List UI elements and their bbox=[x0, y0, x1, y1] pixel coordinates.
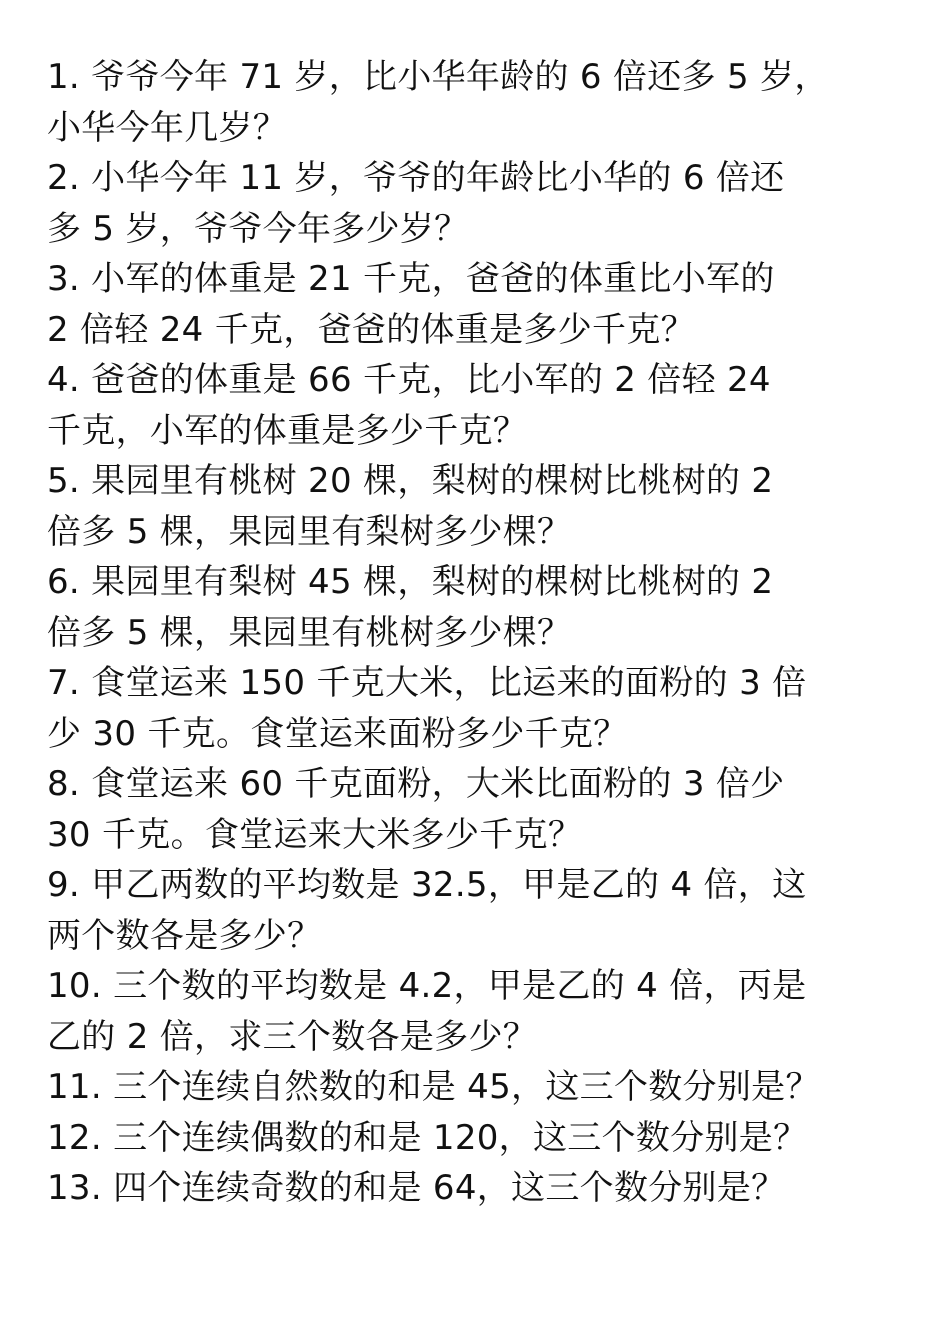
problem-3-line-1: 3. 小军的体重是 21 千克，爸爸的体重比小军的 bbox=[47, 259, 775, 299]
problem-5-line-1: 5. 果园里有桃树 20 棵，梨树的棵树比桃树的 2 bbox=[47, 461, 774, 501]
problem-5-line-2: 倍多 5 棵，果园里有梨树多少棵？ bbox=[47, 511, 572, 552]
problem-2-line-2: 多 5 岁，爷爷今年多少岁？ bbox=[47, 208, 469, 249]
problem-6-line-2: 倍多 5 棵，果园里有桃树多少棵？ bbox=[47, 612, 572, 653]
problem-12-line-1: 12. 三个连续偶数的和是 120，这三个数分别是？ bbox=[47, 1117, 808, 1158]
problem-13-line-1: 13. 四个连续奇数的和是 64，这三个数分别是？ bbox=[47, 1168, 786, 1208]
problem-4-line-1: 4. 爸爸的体重是 66 千克，比小军的 2 倍轻 24 bbox=[47, 360, 771, 400]
problem-9-line-2: 两个数各是多少？ bbox=[47, 915, 322, 956]
problem-11-line-1: 11. 三个连续自然数的和是 45，这三个数分别是？ bbox=[47, 1067, 820, 1107]
problem-1-line-2: 小华今年几岁？ bbox=[47, 107, 288, 148]
problem-9-line-1: 9. 甲乙两数的平均数是 32.5，甲是乙的 4 倍，这 bbox=[47, 865, 807, 905]
problem-10-line-1: 10. 三个数的平均数是 4.2，甲是乙的 4 倍，丙是 bbox=[47, 966, 807, 1006]
problem-8-line-2: 30 千克。食堂运来大米多少千克？ bbox=[47, 814, 583, 855]
problem-6-line-1: 6. 果园里有梨树 45 棵，梨树的棵树比桃树的 2 bbox=[47, 562, 774, 602]
problem-2-line-1: 2. 小华今年 11 岁，爷爷的年龄比小华的 6 倍还 bbox=[47, 158, 785, 198]
problem-7-line-2: 少 30 千克。食堂运来面粉多少千克？ bbox=[47, 713, 628, 754]
problem-3-line-2: 2 倍轻 24 千克，爸爸的体重是多少千克？ bbox=[47, 309, 695, 350]
problem-1-line-1: 1. 爷爷今年 71 岁，比小华年龄的 6 倍还多 5 岁， bbox=[47, 57, 829, 97]
problem-4-line-2: 千克，小军的体重是多少千克？ bbox=[47, 410, 528, 451]
problem-8-line-1: 8. 食堂运来 60 千克面粉，大米比面粉的 3 倍少 bbox=[47, 764, 785, 804]
problem-list bbox=[47, 52, 927, 1214]
problem-7-line-1: 7. 食堂运来 150 千克大米，比运来的面粉的 3 倍 bbox=[47, 663, 807, 703]
problem-10-line-2: 乙的 2 倍，求三个数各是多少？ bbox=[47, 1016, 538, 1057]
